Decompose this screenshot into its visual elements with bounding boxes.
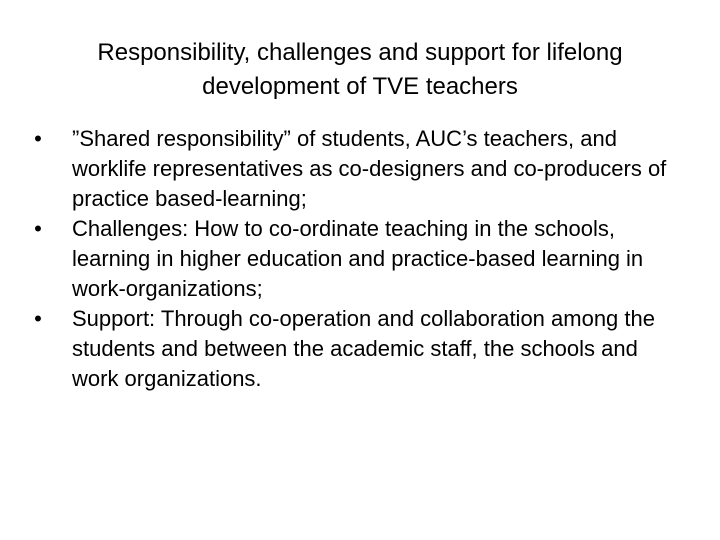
bullet-text: Challenges: How to co-ordinate teaching in the schools, learning in higher education and practice-based learning in work-organizations; <box>72 216 644 301</box>
bullet-text: Support: Through co-operation and collaboration among the students and between the academic staff, the schools and work organizations. <box>72 306 655 391</box>
slide-title <box>40 36 680 104</box>
title-line-1: Responsibility, challenges and support for lifelong <box>97 39 623 66</box>
bullet-icon: • <box>34 216 42 241</box>
bullet-list <box>28 124 688 394</box>
bullet-item-support <box>28 304 688 394</box>
bullet-icon: • <box>34 306 42 331</box>
bullet-item-challenges <box>28 214 688 304</box>
bullet-icon: • <box>34 126 42 151</box>
title-line-2: development of TVE teachers <box>202 73 518 100</box>
bullet-item-shared-responsibility <box>28 124 688 214</box>
bullet-text: ”Shared responsibility” of students, AUC’s teachers, and worklife representatives as co-designers and co-producers of practice based-learning; <box>72 126 667 211</box>
